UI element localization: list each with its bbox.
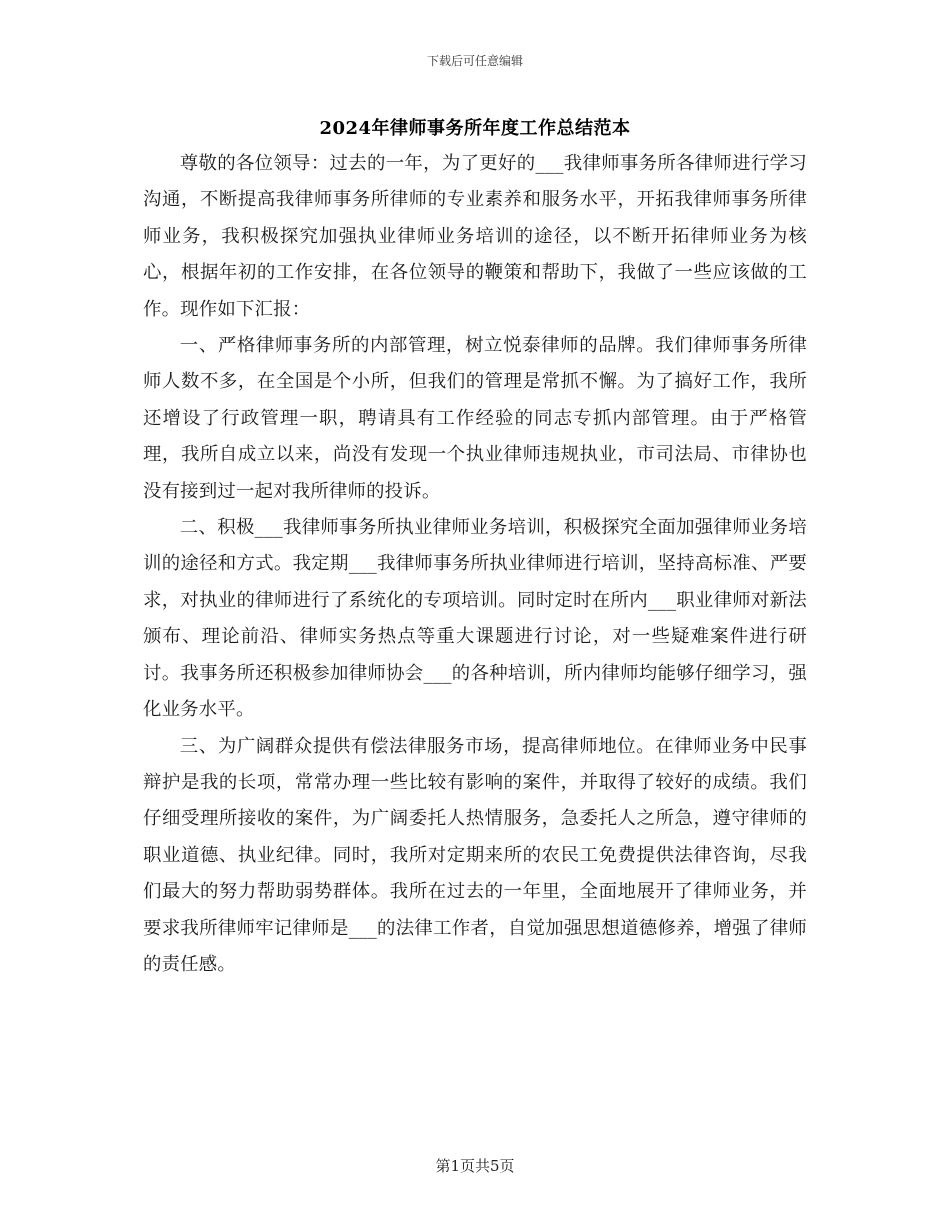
document-body <box>143 146 807 983</box>
document-title: 2024年律师事务所年度工作总结范本 <box>319 118 631 139</box>
paragraph-section-3: 三、为广阔群众提供有偿法律服务市场，提高律师地位。在律师业务中民事辩护是我的长项，常常办理一些比较有影响的案件，并取得了较好的成绩。我们仔细受理所接收的案件，为广阔委托人热情服务，急委托人之所急，遵守律师的职业道德、执业纪律。同时，我所对定期来所的农民工免费提供法律咨询，尽我们最大的努力帮助弱势群体。我所在过去的一年里，全面地展开了律师业务，并要求我所律师牢记律师是___的法律工作者，自觉加强思想道德修养，增强了律师的责任感。 <box>143 735 807 975</box>
paragraph-section-2: 二、积极___我律师事务所执业律师业务培训，积极探究全面加强律师业务培训的途径和方式。我定期___我律师事务所执业律师进行培训，坚持高标准、严要求，对执业的律师进行了系统化的专项培训。同时定时在所内___职业律师对新法颁布、理论前沿、律师实务热点等重大课题进行讨论，对一些疑难案件进行研讨。我事务所还积极参加律师协会___的各种培训，所内律师均能够仔细学习，强化业务水平。 <box>143 517 807 721</box>
paragraph-intro: 尊敬的各位领导：过去的一年，为了更好的___我律师事务所各律师进行学习沟通，不断提高我律师事务所律师的专业素养和服务水平，开拓我律师事务所律师业务，我积极探究加强执业律师业务培训的途径，以不断开拓律师业务为核心，根据年初的工作安排，在各位领导的鞭策和帮助下，我做了一些应该做的工作。现作如下汇报： <box>143 153 807 320</box>
page-number: 第1页共5页 <box>435 1157 515 1175</box>
header-note: 下载后可任意编辑 <box>426 54 523 68</box>
paragraph-section-1: 一、严格律师事务所的内部管理，树立悦泰律师的品牌。我们律师事务所律师人数不多，在全国是个小所，但我们的管理是常抓不懈。为了搞好工作，我所还增设了行政管理一职，聘请具有工作经验的同志专抓内部管理。由于严格管理，我所自成立以来，尚没有发现一个执业律师违规执业，市司法局、市律协也没有接到过一起对我所律师的投诉。 <box>143 335 807 502</box>
